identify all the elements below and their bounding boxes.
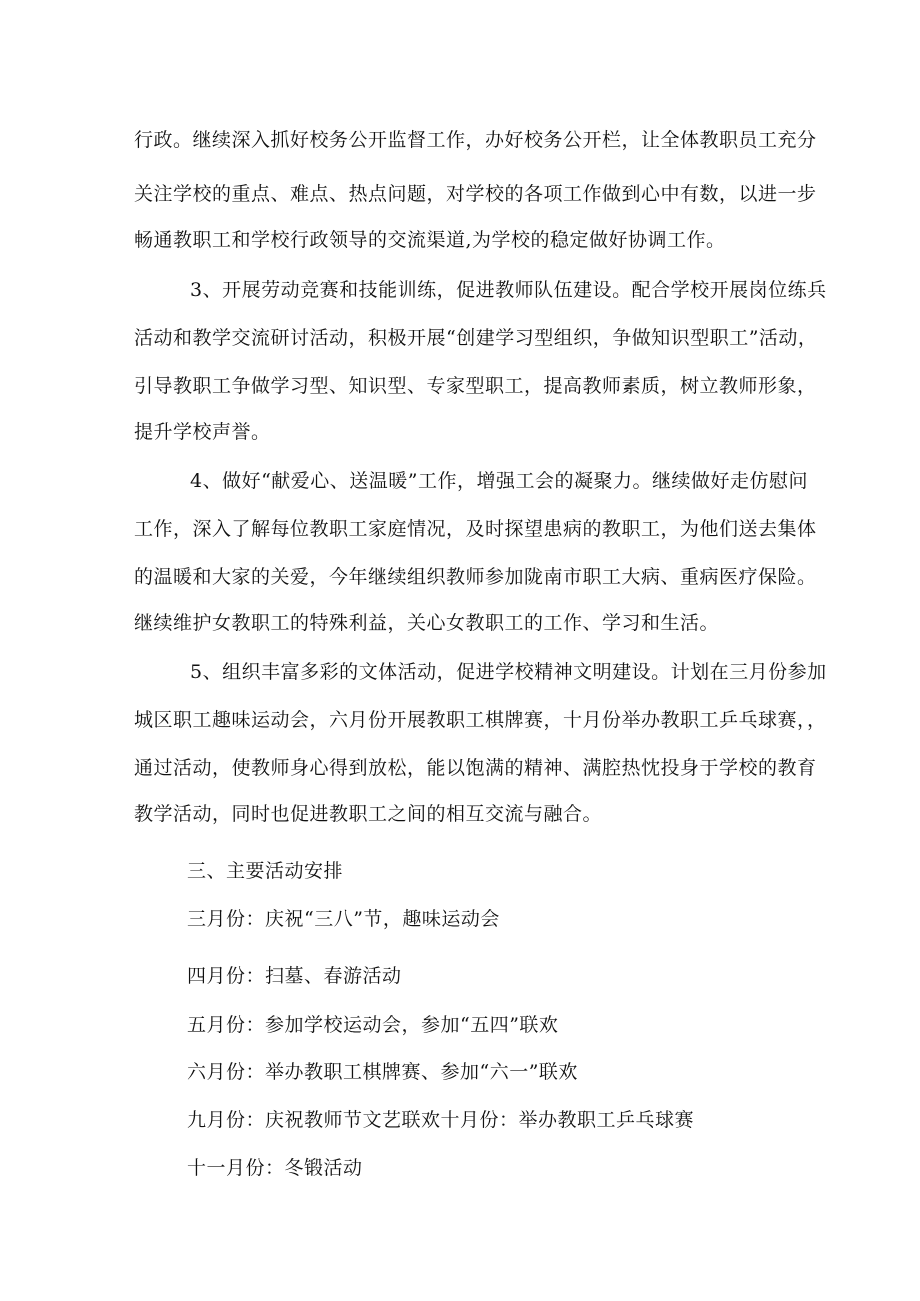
- paragraph-line: 4、做好“献爱心、送温暖”工作，增强工会的凝聚力。继续做好走仿慰问: [190, 470, 809, 492]
- paragraph-line: 关注学校的重点、难点、热点问题，对学校的各项工作做到心中有数，以进一步: [134, 183, 817, 205]
- schedule-item: 四月份：扫墓、春游活动: [187, 965, 402, 987]
- paragraph-line: 活动和教学交流研讨活动，积极开展“创建学习型组织，争做知识型职工”活动，: [134, 327, 818, 349]
- paragraph-line: 提升学校声誉。: [134, 421, 271, 443]
- paragraph-line: 通过活动，使教师身心得到放松，能以饱满的精神、满腔热忱投身于学校的教育: [134, 757, 817, 779]
- paragraph-line: 城区职工趣味运动会，六月份开展教职工棋牌赛，十月份举办教职工乒乓球赛，，: [134, 709, 827, 731]
- schedule-item: 九月份：庆祝教师节文艺联欢十月份：举办教职工乒乓球赛: [187, 1109, 695, 1131]
- paragraph-line: 教学活动，同时也促进教职工之间的相互交流与融合。: [134, 803, 603, 825]
- schedule-item: 十一月份：冬锻活动: [187, 1157, 363, 1179]
- paragraph-line: 3、开展劳动竞赛和技能训练，促进教师队伍建设。配合学校开展岗位练兵: [190, 279, 827, 301]
- paragraph-line: 行政。继续深入抓好校务公开监督工作，办好校务公开栏，让全体教职员工充分: [134, 129, 817, 151]
- schedule-item: 三月份：庆祝“三八”节，趣味运动会: [187, 908, 500, 930]
- section-heading: 三、主要活动安排: [187, 860, 344, 882]
- schedule-item: 五月份：参加学校运动会，参加“五四”联欢: [187, 1014, 559, 1036]
- paragraph-line: 5、组织丰富多彩的文体活动，促进学校精神文明建设。计划在三月份参加: [190, 661, 827, 683]
- paragraph-line: 工作，深入了解每位教职工家庭情况，及时探望患病的教职工，为他们送去集体: [134, 518, 817, 540]
- schedule-item: 六月份：举办教职工棋牌赛、参加“六一”联欢: [187, 1061, 578, 1083]
- paragraph-line: 的温暖和大家的关爱，今年继续组织教师参加陇南市职工大病、重病医疗保险。: [134, 566, 817, 588]
- paragraph-line: 引导教职工争做学习型、知识型、专家型职工，提高教师素质，树立教师形象，: [134, 375, 817, 397]
- paragraph-line: 继续维护女教职工的特殊利益，关心女教职工的工作、学习和生活。: [134, 612, 720, 634]
- paragraph-line: 畅通教职工和学校行政领导的交流渠道,为学校的稳定做好协调工作。: [134, 229, 726, 251]
